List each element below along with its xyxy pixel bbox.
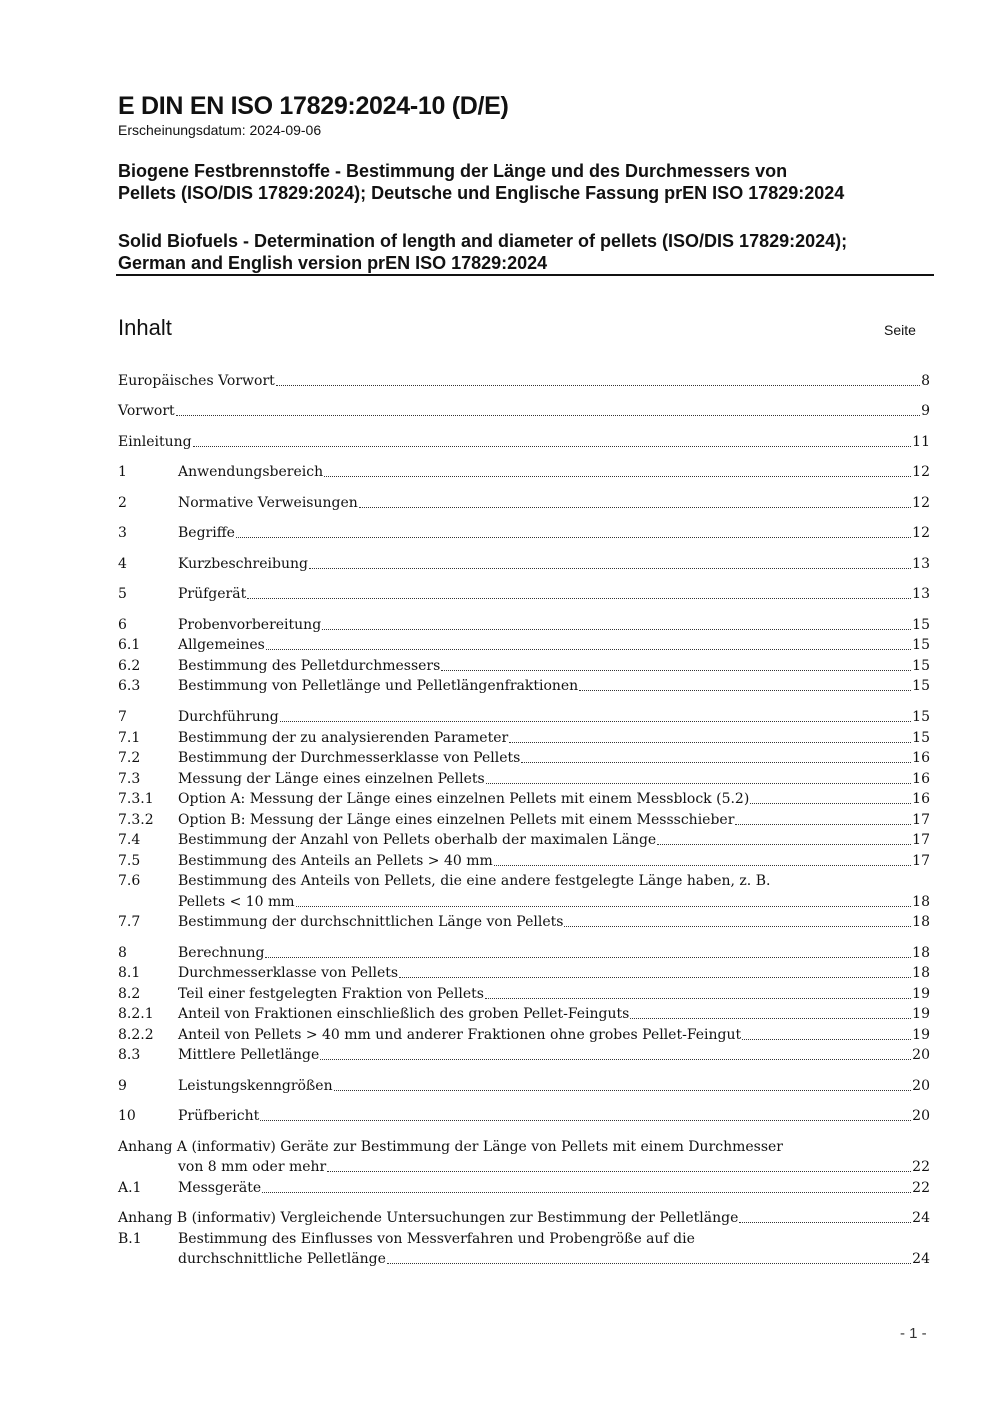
toc-entry-anhang-a-continuation[interactable] xyxy=(118,1157,930,1177)
toc-entry-8-2-1[interactable] xyxy=(118,1004,930,1024)
toc-entry-title: Anhang A (informativ) Geräte zur Bestimmung der Länge von Pellets mit einem Durchmesser xyxy=(118,1139,783,1155)
toc-leader-dots xyxy=(750,799,911,804)
toc-leader-dots xyxy=(399,973,911,978)
toc-entry-title: Normative Verweisungen xyxy=(178,495,358,511)
toc-entry-page: 18 xyxy=(912,914,930,930)
toc-leader-dots xyxy=(176,411,920,416)
toc-leader-dots xyxy=(494,861,911,866)
toc-entry-title: Bestimmung von Pelletlänge und Pelletlängenfraktionen xyxy=(178,678,579,694)
toc-entry-title: Durchführung xyxy=(178,709,279,725)
toc-entry-7-6[interactable] xyxy=(118,871,930,891)
toc-entry-page: 9 xyxy=(921,403,930,419)
toc-entry-page: 15 xyxy=(912,637,930,653)
toc-entry-page: 12 xyxy=(912,464,930,480)
toc-entry-6-3[interactable] xyxy=(118,676,930,696)
toc-entry-page: 16 xyxy=(912,771,930,787)
toc-entry-page: 15 xyxy=(912,730,930,746)
toc-entry-number: 9 xyxy=(118,1078,127,1094)
toc-entry-b-1[interactable] xyxy=(118,1229,930,1249)
toc-entry-2[interactable] xyxy=(118,493,930,513)
toc-entry-6[interactable] xyxy=(118,615,930,635)
toc-entry-title: Anwendungsbereich xyxy=(178,464,324,480)
toc-entry-number: 6 xyxy=(118,617,127,633)
toc-entry-title: Bestimmung des Anteils von Pellets, die eine andere festgelegte Länge haben, z. B. xyxy=(178,873,771,889)
page-number: - 1 - xyxy=(900,1325,927,1342)
toc-entry-title: Bestimmung der Durchmesserklasse von Pellets xyxy=(178,750,521,766)
toc-entry-page: 22 xyxy=(912,1180,930,1196)
toc-leader-dots xyxy=(441,666,911,671)
toc-entry-title: Einleitung xyxy=(118,434,192,450)
toc-entry-title: Prüfbericht xyxy=(178,1108,260,1124)
toc-entry-page: 19 xyxy=(912,1027,930,1043)
toc-entry-3[interactable] xyxy=(118,523,930,543)
toc-entry-anhang-a[interactable] xyxy=(118,1137,930,1157)
toc-entry-8-1[interactable] xyxy=(118,963,930,983)
toc-entry-number: A.1 xyxy=(118,1180,142,1196)
toc-entry-page: 17 xyxy=(912,812,930,828)
toc-leader-dots xyxy=(320,1055,911,1060)
toc-leader-dots xyxy=(359,503,911,508)
toc-entry-page: 17 xyxy=(912,853,930,869)
toc-entry-title: Bestimmung der zu analysierenden Parameter xyxy=(178,730,509,746)
toc-leader-dots xyxy=(521,758,911,763)
toc-leader-dots xyxy=(296,902,912,907)
toc-entry-page: 16 xyxy=(912,750,930,766)
toc-leader-dots xyxy=(322,625,911,630)
toc-entry-title-continuation: durchschnittliche Pelletlänge xyxy=(178,1251,386,1267)
toc-leader-dots xyxy=(260,1116,911,1121)
toc-entry-number: 7.6 xyxy=(118,873,141,889)
toc-entry-a-1[interactable] xyxy=(118,1178,930,1198)
toc-leader-dots xyxy=(236,533,911,538)
standard-id: E DIN EN ISO 17829:2024-10 (D/E) xyxy=(118,92,509,120)
toc-leader-dots xyxy=(630,1014,911,1019)
toc-entry-page: 17 xyxy=(912,832,930,848)
toc-entry-7-6-continuation[interactable] xyxy=(118,892,930,912)
toc-entry-number: 2 xyxy=(118,495,127,511)
toc-entry-9[interactable] xyxy=(118,1076,930,1096)
toc-entry-number: 6.1 xyxy=(118,637,141,653)
toc-entry-8-2[interactable] xyxy=(118,984,930,1004)
toc-entry-8[interactable] xyxy=(118,943,930,963)
toc-entry-page: 18 xyxy=(912,965,930,981)
toc-entry-title-continuation: von 8 mm oder mehr xyxy=(178,1159,327,1175)
toc-entry-number: 8.2.2 xyxy=(118,1027,154,1043)
toc-entry-title: Anhang B (informativ) Vergleichende Untersuchungen zur Bestimmung der Pelletlänge xyxy=(118,1210,739,1226)
title-english xyxy=(118,230,938,274)
toc-entry-7-3-1[interactable] xyxy=(118,789,930,809)
toc-leader-dots xyxy=(324,472,911,477)
toc-entry-title: Durchmesserklasse von Pellets xyxy=(178,965,399,981)
toc-entry-title-continuation: Pellets < 10 mm xyxy=(178,894,295,910)
toc-entry-7[interactable] xyxy=(118,707,930,727)
toc-entry-title: Bestimmung der Anzahl von Pellets oberhalb der maximalen Länge xyxy=(178,832,657,848)
toc-entry-6-2[interactable] xyxy=(118,656,930,676)
toc-entry-number: 7.3.2 xyxy=(118,812,154,828)
toc-entry-page: 13 xyxy=(912,556,930,572)
toc-leader-dots xyxy=(509,738,911,743)
toc-entry-title: Mittlere Pelletlänge xyxy=(178,1047,320,1063)
toc-leader-dots xyxy=(735,820,911,825)
toc-entry-title: Begriffe xyxy=(178,525,235,541)
toc-leader-dots xyxy=(485,994,911,999)
toc-entry-page: 12 xyxy=(912,495,930,511)
toc-entry-page: 12 xyxy=(912,525,930,541)
toc-entry-8-2-2[interactable] xyxy=(118,1025,930,1045)
toc-entry-page: 16 xyxy=(912,791,930,807)
toc-entry-title: Option B: Messung der Länge eines einzelnen Pellets mit einem Messschieber xyxy=(178,812,735,828)
toc-entry-page: 15 xyxy=(912,678,930,694)
toc-entry-page: 11 xyxy=(912,434,930,450)
toc-entry-title: Anteil von Fraktionen einschließlich des groben Pellet-Feinguts xyxy=(178,1006,630,1022)
toc-leader-dots xyxy=(657,840,911,845)
toc-entry-number: 3 xyxy=(118,525,127,541)
toc-leader-dots xyxy=(739,1218,911,1223)
toc-entry-number: 4 xyxy=(118,556,127,572)
toc-entry-number: 7.4 xyxy=(118,832,141,848)
title-german xyxy=(118,160,938,204)
title-english-line-1: Solid Biofuels - Determination of length and diameter of pellets (ISO/DIS 17829:2024); xyxy=(118,231,848,251)
toc-entry-page: 18 xyxy=(912,945,930,961)
toc-entry-number: 10 xyxy=(118,1108,136,1124)
toc-entry-4[interactable] xyxy=(118,554,930,574)
toc-leader-dots xyxy=(327,1167,911,1172)
toc-leader-dots xyxy=(486,779,911,784)
toc-entry-page: 19 xyxy=(912,1006,930,1022)
toc-page-column-label: Seite xyxy=(884,322,916,338)
toc-entry-page: 8 xyxy=(921,373,930,389)
toc-entry-b-1-continuation[interactable] xyxy=(118,1249,930,1269)
toc-entry-page: 19 xyxy=(912,986,930,1002)
toc-entry-title: Bestimmung des Anteils an Pellets > 40 mm xyxy=(178,853,493,869)
toc-entry-title: Vorwort xyxy=(118,403,175,419)
toc-entry-number: 7.3 xyxy=(118,771,141,787)
toc-entry-title: Berechnung xyxy=(178,945,265,961)
toc-entry-5[interactable] xyxy=(118,584,930,604)
toc-entry-1[interactable] xyxy=(118,462,930,482)
toc-entry-7-4[interactable] xyxy=(118,830,930,850)
toc-entry-page: 24 xyxy=(912,1210,930,1226)
toc-leader-dots xyxy=(247,594,911,599)
toc-entry-page: 22 xyxy=(912,1159,930,1175)
title-german-line-2: Pellets (ISO/DIS 17829:2024); Deutsche und Englische Fassung prEN ISO 17829:2024 xyxy=(118,183,845,203)
toc-entry-title: Bestimmung der durchschnittlichen Länge von Pellets xyxy=(178,914,564,930)
toc-entry-einleitung[interactable] xyxy=(118,432,930,452)
toc-leader-dots xyxy=(193,442,912,447)
toc-leader-dots xyxy=(742,1035,911,1040)
toc-entry-page: 24 xyxy=(912,1251,930,1267)
toc-entry-title: Kurzbeschreibung xyxy=(178,556,308,572)
toc-entry-number: 8 xyxy=(118,945,127,961)
toc-entry-number: 8.1 xyxy=(118,965,141,981)
toc-leader-dots xyxy=(276,381,920,386)
toc-entry-title: Prüfgerät xyxy=(178,586,247,602)
toc-entry-title: Leistungskenngrößen xyxy=(178,1078,333,1094)
toc-leader-dots xyxy=(387,1259,911,1264)
toc-heading: Inhalt xyxy=(118,315,172,340)
toc-entry-number: 8.2.1 xyxy=(118,1006,154,1022)
toc-leader-dots xyxy=(262,1188,911,1193)
toc-leader-dots xyxy=(309,564,911,569)
toc-entry-title: Bestimmung des Einflusses von Messverfahren und Probengröße auf die xyxy=(178,1231,695,1247)
toc-entry-number: 7.2 xyxy=(118,750,141,766)
toc-entry-title: Option A: Messung der Länge eines einzelnen Pellets mit einem Messblock (5.2) xyxy=(178,791,750,807)
toc-entry-8-3[interactable] xyxy=(118,1045,930,1065)
publication-date: Erscheinungsdatum: 2024-09-06 xyxy=(118,122,322,138)
toc-entry-number: 8.3 xyxy=(118,1047,141,1063)
toc-entry-number: 5 xyxy=(118,586,127,602)
toc-entry-number: 7.1 xyxy=(118,730,141,746)
toc-entry-7-2[interactable] xyxy=(118,748,930,768)
toc-entry-page: 20 xyxy=(912,1047,930,1063)
toc-entry-title: Bestimmung des Pelletdurchmessers xyxy=(178,658,441,674)
toc-entry-7-1[interactable] xyxy=(118,728,930,748)
toc-entry-number: 7 xyxy=(118,709,127,725)
toc-entry-title: Messgeräte xyxy=(178,1180,262,1196)
toc-entry-title: Anteil von Pellets > 40 mm und anderer Fraktionen ohne grobes Pellet-Feingut xyxy=(178,1027,742,1043)
toc-entry-number: 7.3.1 xyxy=(118,791,154,807)
toc-entry-page: 20 xyxy=(912,1078,930,1094)
toc-entry-title: Europäisches Vorwort xyxy=(118,373,275,389)
title-divider xyxy=(116,274,934,276)
toc-leader-dots xyxy=(266,645,911,650)
toc-leader-dots xyxy=(280,717,911,722)
toc-entry-europaeisches-vorwort[interactable] xyxy=(118,371,930,391)
toc-entry-number: B.1 xyxy=(118,1231,142,1247)
toc-leader-dots xyxy=(334,1086,912,1091)
toc-entry-page: 20 xyxy=(912,1108,930,1124)
toc-entry-number: 6.2 xyxy=(118,658,141,674)
toc-entry-title: Probenvorbereitung xyxy=(178,617,322,633)
toc-entry-7-5[interactable] xyxy=(118,851,930,871)
toc-entry-number: 7.7 xyxy=(118,914,141,930)
toc-leader-dots xyxy=(265,953,911,958)
toc-entry-number: 6.3 xyxy=(118,678,141,694)
toc-entry-number: 8.2 xyxy=(118,986,141,1002)
toc-entry-number: 1 xyxy=(118,464,127,480)
toc-entry-page: 18 xyxy=(912,894,930,910)
toc-entry-title: Allgemeines xyxy=(178,637,265,653)
title-german-line-1: Biogene Festbrennstoffe - Bestimmung der Länge und des Durchmessers von xyxy=(118,161,788,181)
toc-leader-dots xyxy=(579,686,911,691)
toc-entry-vorwort[interactable] xyxy=(118,401,930,421)
toc-leader-dots xyxy=(564,922,911,927)
toc-entry-6-1[interactable] xyxy=(118,635,930,655)
toc-entry-7-7[interactable] xyxy=(118,912,930,932)
toc-entry-page: 15 xyxy=(912,658,930,674)
toc-entry-title: Messung der Länge eines einzelnen Pellets xyxy=(178,771,485,787)
toc-entry-anhang-b[interactable] xyxy=(118,1208,930,1228)
toc-entry-10[interactable] xyxy=(118,1106,930,1126)
toc-entry-title: Teil einer festgelegten Fraktion von Pellets xyxy=(178,986,484,1002)
title-english-line-2: German and English version prEN ISO 17829:2024 xyxy=(118,253,548,273)
toc-entry-7-3[interactable] xyxy=(118,769,930,789)
toc-entry-page: 13 xyxy=(912,586,930,602)
toc-entry-page: 15 xyxy=(912,709,930,725)
toc-entry-7-3-2[interactable] xyxy=(118,810,930,830)
toc-entry-page: 15 xyxy=(912,617,930,633)
toc-entry-number: 7.5 xyxy=(118,853,141,869)
